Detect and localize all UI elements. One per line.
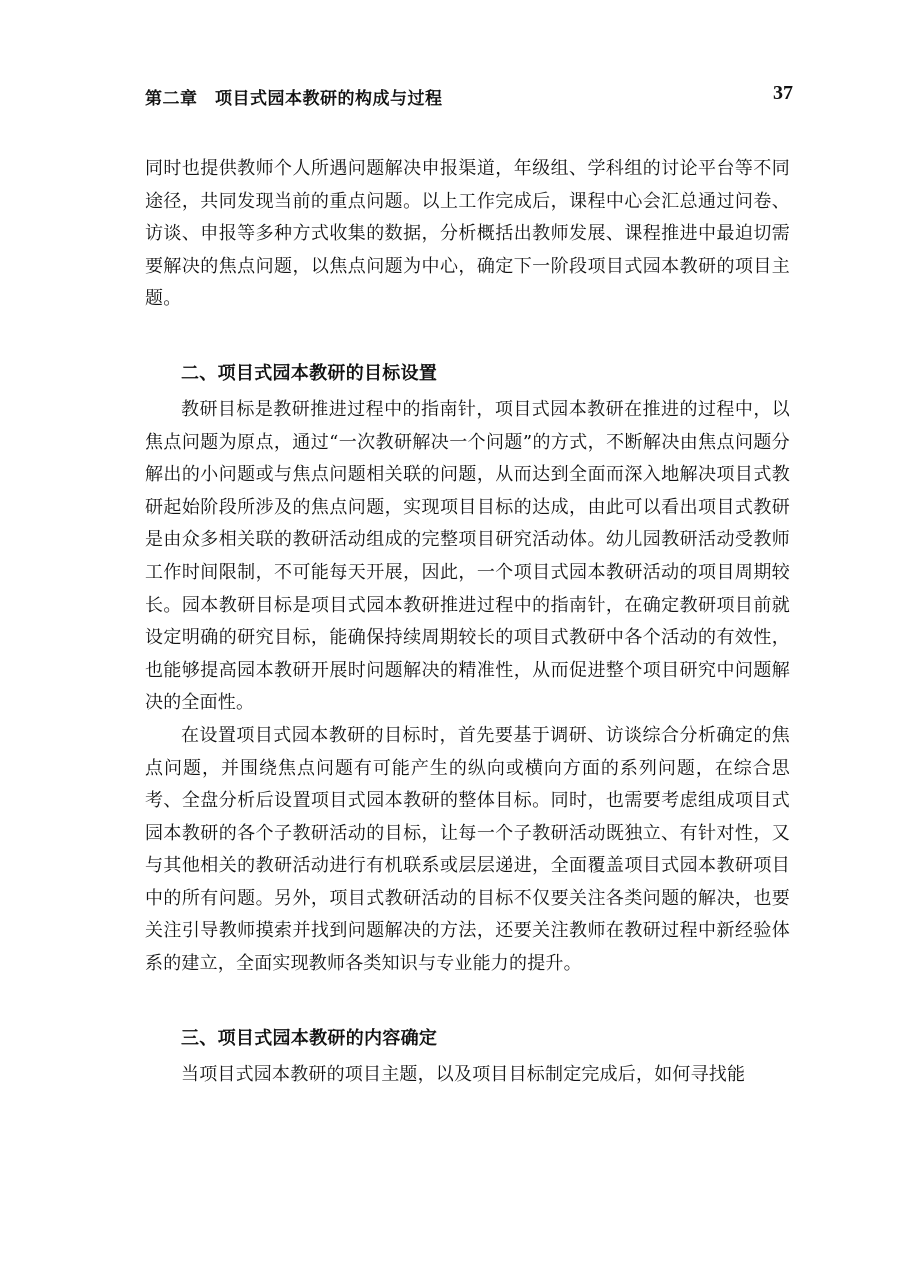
paragraph-goal-setting-method: 在设置项目式园本教研的目标时，首先要基于调研、访谈综合分析确定的焦点问题，并围绕焦点问题有可能产生的纵向或横向方面的系列问题，在综合思考、全盘分析后设置项目式园本教研的整体目标。同时，也需要考虑组成项目式园本教研的各个子教研活动的目标，让每一个子教研活动既独立、有针对性，又与其他相关的教研活动进行有机联系或层层递进，全面覆盖项目式园本教研项目中的所有问题。另外，项目式教研活动的目标不仅要关注各类问题的解决，也要关注引导教师摸索并找到问题解决的方法，还要关注教师在教研过程中新经验体系的建立，全面实现教师各类知识与专业能力的提升。 (145, 724, 790, 975)
section-heading-content-determination: 三、项目式园本教研的内容确定 (181, 1027, 438, 1049)
running-header (145, 82, 793, 112)
paragraph-goal-compass: 教研目标是教研推进过程中的指南针，项目式园本教研在推进的过程中，以焦点问题为原点，通过“一次教研解决一个问题”的方式，不断解决由焦点问题分解出的小问题或与焦点问题相关联的问题，从而达到全面而深入地解决项目式教研起始阶段所涉及的焦点问题，实现项目目标的达成，由此可以看出项目式教研是由众多相关联的教研活动组成的完整项目研究活动体。幼儿园教研活动受教师工作时间限制，不可能每天开展，因此，一个项目式园本教研活动的项目周期较长。园本教研目标是项目式园本教研推进过程中的指南针，在确定教研项目前就设定明确的研究目标，能确保持续周期较长的项目式教研中各个活动的有效性，也能够提高园本教研开展时问题解决的精准性，从而促进整个项目研究中问题解决的全面性。 (145, 398, 790, 714)
chapter-title: 第二章 项目式园本教研的构成与过程 (145, 89, 443, 109)
page-body (145, 153, 790, 1091)
paragraph-content-intro: 当项目式园本教研的项目主题，以及项目目标制定完成后，如何寻找能 (181, 1063, 746, 1085)
section-heading-goal-setting: 二、项目式园本教研的目标设置 (181, 362, 438, 384)
paragraph-continued: 同时也提供教师个人所遇问题解决申报渠道，年级组、学科组的讨论平台等不同途径，共同发现当前的重点问题。以上工作完成后，课程中心会汇总通过问卷、访谈、申报等多种方式收集的数据，分析概括出教师发展、课程推进中最迫切需要解决的焦点问题，以焦点问题为中心，确定下一阶段项目式园本教研的项目主题。 (145, 158, 790, 310)
page-number: 37 (773, 82, 793, 104)
